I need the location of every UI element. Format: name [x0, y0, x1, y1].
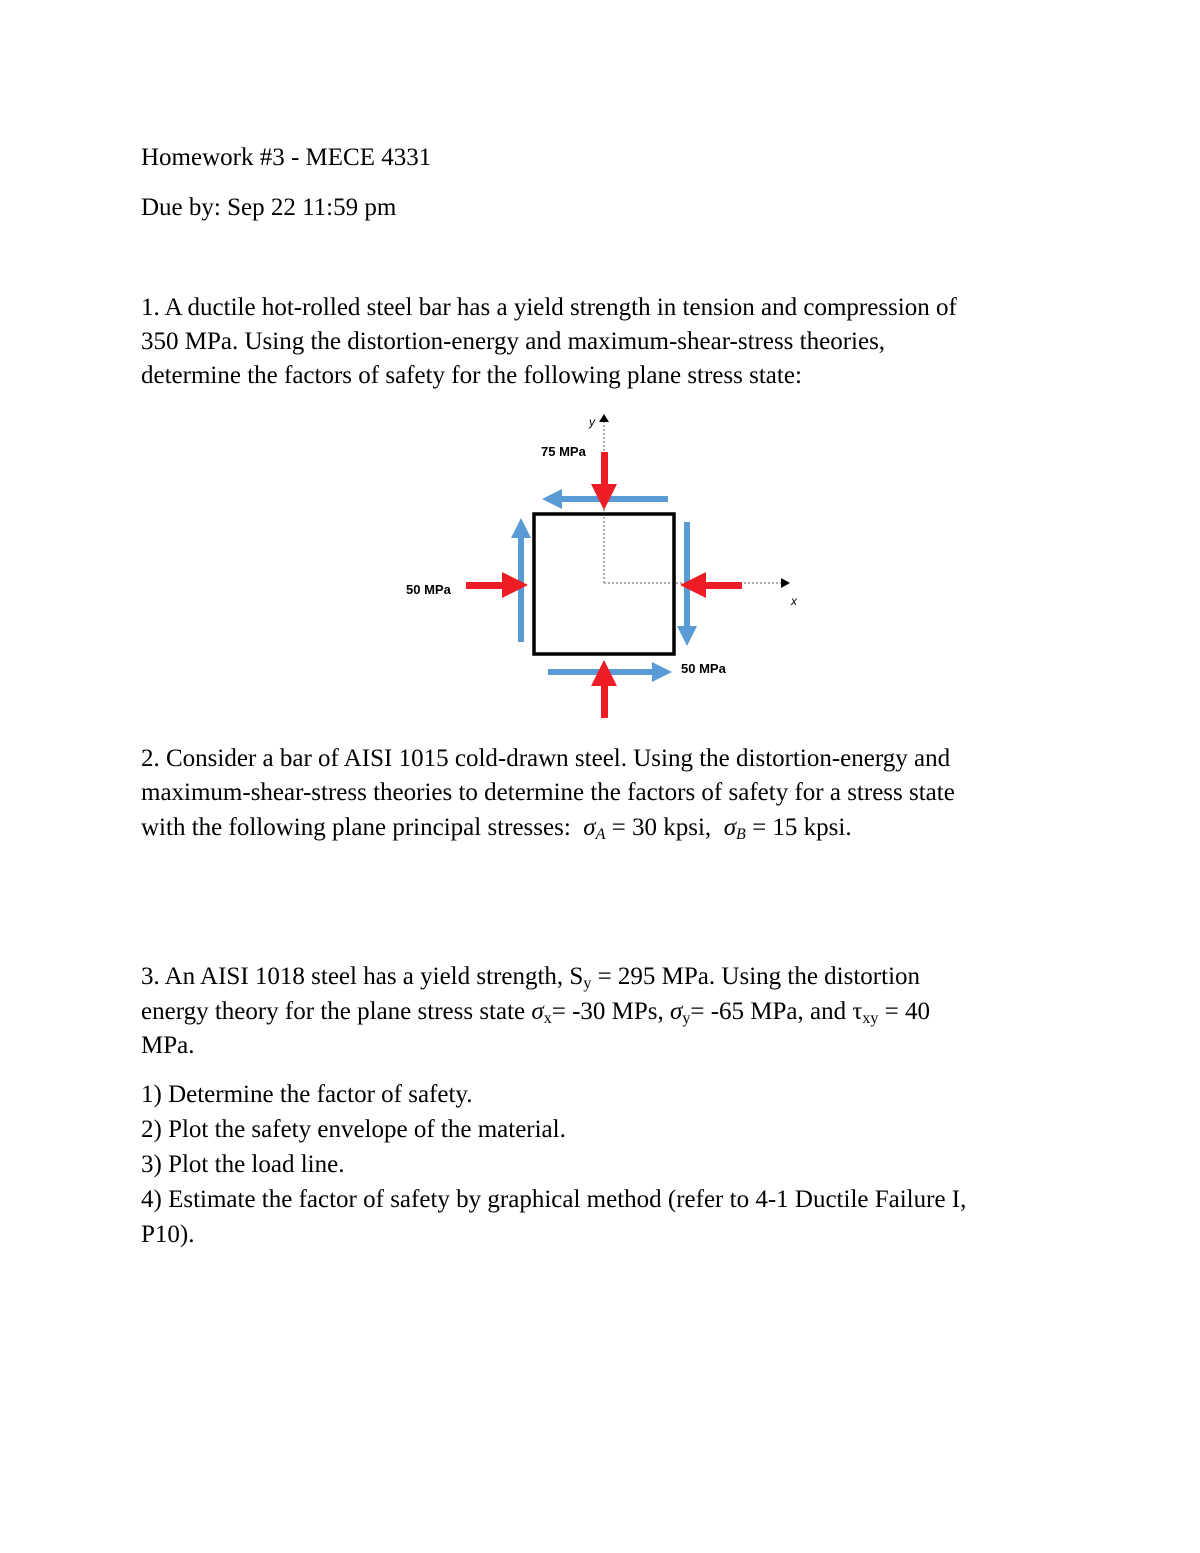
- shear-arrow-bottom-head: [652, 662, 672, 682]
- sigma-a-symbol: σ: [583, 814, 596, 841]
- problem2-line3-text: with the following plane principal stresses:: [141, 814, 571, 841]
- sigma-x-value: = -30 MPs,: [551, 998, 671, 1025]
- sigma-y-value: = -65 MPa, and: [690, 998, 853, 1025]
- normal-arrow-top: [601, 452, 608, 486]
- normal-arrow-left-head: [502, 572, 528, 598]
- normal-arrow-right-head: [680, 572, 706, 598]
- sigma-y-subscript: y: [682, 1010, 691, 1027]
- stress-element-svg: [400, 408, 810, 724]
- shear-arrow-right-head: [677, 626, 697, 646]
- problem3-line2-text: energy theory for the plane stress state: [141, 998, 532, 1025]
- sigma-b-subscript: B: [736, 826, 746, 843]
- problem2-line3: [141, 811, 852, 845]
- normal-arrow-left: [466, 582, 504, 589]
- sigma-b-value: = 15 kpsi.: [745, 814, 852, 841]
- task-2: 2) Plot the safety envelope of the material.: [141, 1116, 566, 1143]
- sigma-y-symbol: σ: [670, 998, 683, 1025]
- sigma-x-subscript: x: [543, 1010, 552, 1027]
- normal-arrow-right: [702, 582, 742, 589]
- task-1: 1) Determine the factor of safety.: [141, 1081, 473, 1108]
- top-stress-label: 75 MPa: [541, 444, 586, 459]
- sigma-x-symbol: σ: [531, 998, 544, 1025]
- problem3-line3: MPa.: [141, 1032, 195, 1059]
- sigma-a-value: = 30 kpsi,: [605, 814, 712, 841]
- due-date: Due by: Sep 22 11:59 pm: [141, 194, 397, 221]
- sigma-a-subscript: A: [595, 826, 606, 843]
- task-4-continued: P10).: [141, 1221, 195, 1248]
- problem1-line3: determine the factors of safety for the following plane stress state:: [141, 362, 802, 389]
- y-axis-label: y: [589, 415, 595, 429]
- shear-arrow-left-head: [511, 518, 531, 538]
- tau-subscript: xy: [862, 1010, 879, 1027]
- shear-arrow-top: [560, 496, 668, 502]
- tau-value: = 40: [878, 998, 931, 1025]
- problem3-line2: [141, 995, 930, 1029]
- y-axis-arrowhead: [599, 414, 609, 422]
- normal-arrow-bottom: [601, 684, 608, 718]
- stress-element-diagram: [400, 408, 810, 724]
- sy-subscript: y: [583, 975, 592, 992]
- shear-arrow-top-head: [542, 489, 562, 509]
- problem2-line1: 2. Consider a bar of AISI 1015 cold-drawn steel. Using the distortion-energy and: [141, 745, 951, 772]
- x-axis-arrowhead: [781, 578, 790, 588]
- sigma-b-symbol: σ: [723, 814, 737, 841]
- tau-symbol: τ: [852, 998, 863, 1025]
- problem3-line1-text: 3. An AISI 1018 steel has a yield strength, S: [141, 963, 584, 990]
- shear-arrow-right: [684, 522, 690, 628]
- x-axis-label: x: [791, 594, 797, 608]
- problem1-line1: 1. A ductile hot-rolled steel bar has a yield strength in tension and compression of: [141, 294, 957, 321]
- problem3-line1: [141, 960, 920, 994]
- task-4: 4) Estimate the factor of safety by graphical method (refer to 4-1 Ductile Failure I,: [141, 1186, 967, 1213]
- homework-title: Homework #3 - MECE 4331: [141, 144, 432, 171]
- problem1-line2: 350 MPa. Using the distortion-energy and maximum-shear-stress theories,: [141, 328, 886, 355]
- normal-arrows: [466, 452, 742, 718]
- problem2-line2: maximum-shear-stress theories to determine the factors of safety for a stress state: [141, 779, 955, 806]
- problem3-line1-suffix: = 295 MPa. Using the distortion: [591, 963, 921, 990]
- left-stress-label: 50 MPa: [406, 582, 451, 597]
- shear-stress-label: 50 MPa: [681, 661, 726, 676]
- task-3: 3) Plot the load line.: [141, 1151, 345, 1178]
